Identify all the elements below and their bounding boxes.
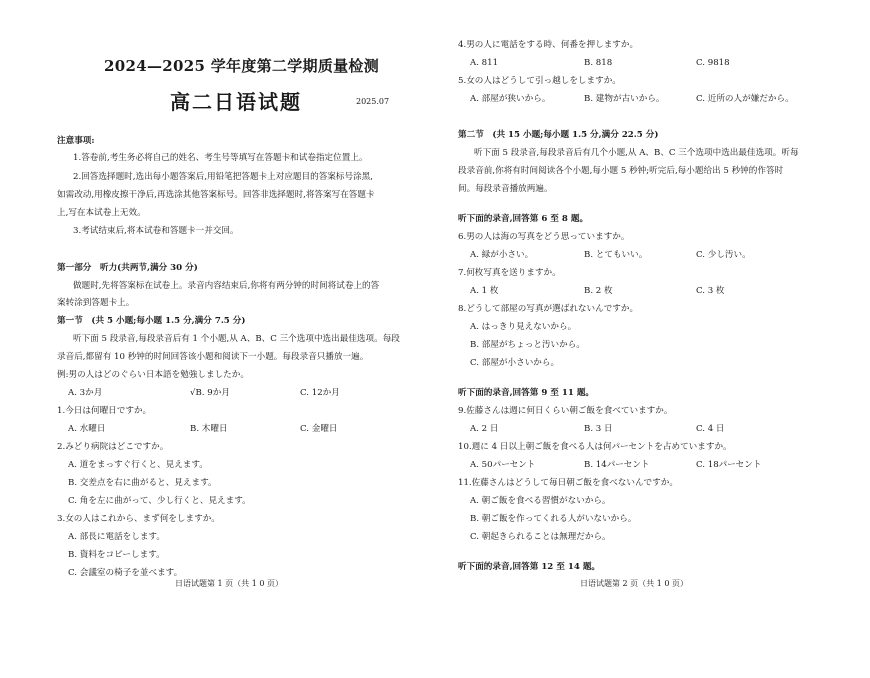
question-7: 7.何枚写真を送りますか。 [458, 268, 561, 278]
example-option: C. 12か月 [300, 388, 340, 398]
option: B. 木曜日 [190, 424, 228, 434]
question-4: 4.男の人に電話をする時、何番を押しますか。 [458, 40, 639, 50]
option: C. 近所の人が嫌だから。 [696, 94, 794, 104]
option: A. 2 日 [470, 424, 499, 434]
option: A. 水曜日 [68, 424, 106, 434]
notice-line: 上,写在本试卷上无效。 [57, 208, 146, 218]
option: C. 少し汚い。 [696, 250, 751, 260]
option: C. 18パーセント [696, 460, 762, 470]
option: C. 3 枚 [696, 286, 725, 296]
section2-desc: 听下面 5 段录音,每段录音后有几个小题,从 A、B、C 三个选项中选出最佳选项。听每 [474, 148, 799, 158]
option: C. 9818 [696, 58, 730, 68]
exam-page-1 [0, 0, 430, 678]
question-2: 2.みどり病院はどこですか。 [57, 442, 169, 452]
section2-desc: 间。每段录音播放两遍。 [458, 184, 553, 194]
option: B. 交差点を右に曲がると、見えます。 [68, 478, 217, 488]
option: C. 金曜日 [300, 424, 338, 434]
option: A. 緑が小さい。 [470, 250, 534, 260]
listening-group-heading: 听下面的录音,回答第 12 至 14 题。 [458, 562, 601, 572]
option: C. 部屋が小さいから。 [470, 358, 560, 368]
question-8: 8.どうして部屋の写真が選ばれないんですか。 [458, 304, 639, 314]
option: B. 資料をコピーします。 [68, 550, 165, 560]
listening-group-heading: 听下面的录音,回答第 6 至 8 题。 [458, 214, 589, 224]
notice-heading: 注意事项: [57, 136, 95, 146]
option: A. 1 枚 [470, 286, 499, 296]
exam-subject-title: 高二日语试题 [170, 90, 302, 114]
section1-desc: 录音后,都留有 10 秒钟的时间回答该小题和阅读下一小题。每段录音只播放一遍。 [57, 352, 369, 362]
notice-line: 1.答卷前,考生务必将自己的姓名、考生号等填写在答题卡和试卷指定位置上。 [73, 153, 368, 163]
example-option: A. 3か月 [68, 388, 103, 398]
option: B. 2 枚 [584, 286, 613, 296]
part1-desc: 案转涂到答题卡上。 [57, 298, 135, 308]
question-6: 6.男の人は海の写真をどう思っていますか。 [458, 232, 630, 242]
option: A. 50パーセント [470, 460, 536, 470]
option: B. 3 日 [584, 424, 613, 434]
question-11: 11.佐藤さんはどうして毎日朝ご飯を食べないんですか。 [458, 478, 678, 488]
example-question: 例:男の人はどのぐらい日本語を勉強しましたか。 [57, 370, 249, 380]
exam-title: 2024—2025 学年度第二学期质量检测 [104, 57, 380, 75]
page-footer: 日语试题第 2 页（共 1 0 页） [580, 579, 688, 588]
part1-heading: 第一部分 听力(共两节,满分 30 分) [57, 263, 198, 273]
notice-line: 3.考试结束后,将本试卷和答题卡一并交回。 [73, 226, 239, 236]
option: B. 部屋がちょっと汚いから。 [470, 340, 585, 350]
option: A. 部長に電話をします。 [68, 532, 165, 542]
option: B. 朝ご飯を作ってくれる人がいないから。 [470, 514, 637, 524]
option: B. とてもいい。 [584, 250, 648, 260]
question-9: 9.佐藤さんは週に何日くらい朝ご飯を食べていますか。 [458, 406, 673, 416]
option: A. 朝ご飯を食べる習慣がないから。 [470, 496, 611, 506]
notice-line: 如需改动,用橡皮擦干净后,再选涂其他答案标号。回答非选择题时,将答案写在答题卡 [57, 190, 375, 200]
exam-page-2 [440, 0, 870, 678]
part1-desc: 做题时,先将答案标在试卷上。录音内容结束后,你将有两分钟的时间将试卷上的答 [73, 281, 380, 291]
option: A. 部屋が狭いから。 [470, 94, 551, 104]
section2-heading: 第二节 (共 15 小题;每小题 1.5 分,满分 22.5 分) [458, 130, 659, 140]
question-10: 10.週に 4 日以上朝ご飯を食べる人は何パーセントを占めていますか。 [458, 442, 732, 452]
option: A. 道をまっすぐ行くと、見えます。 [68, 460, 208, 470]
option: A. 811 [470, 58, 499, 68]
option: C. 角を左に曲がって、少し行くと、見えます。 [68, 496, 251, 506]
option: C. 朝起きられることは無理だから。 [470, 532, 611, 542]
exam-date: 2025.07 [356, 97, 390, 106]
option: C. 4 日 [696, 424, 725, 434]
option: B. 14パーセント [584, 460, 650, 470]
notice-line: 2.回答选择题时,选出每小题答案后,用铅笔把答题卡上对应题目的答案标号涂黑, [73, 172, 373, 182]
question-3: 3.女の人はこれから、まず何をしますか。 [57, 514, 220, 524]
option: C. 会議室の椅子を並べます。 [68, 568, 183, 578]
option: B. 818 [584, 58, 613, 68]
question-1: 1.今日は何曜日ですか。 [57, 406, 152, 416]
listening-group-heading: 听下面的录音,回答第 9 至 11 题。 [458, 388, 595, 398]
option: B. 建物が古いから。 [584, 94, 665, 104]
section1-desc: 听下面 5 段录音,每段录音后有 1 个小题,从 A、B、C 三个选项中选出最佳选项。每段 [73, 334, 400, 344]
section1-heading: 第一节 (共 5 小题;每小题 1.5 分,满分 7.5 分) [57, 316, 246, 326]
question-5: 5.女の人はどうして引っ越しをしますか。 [458, 76, 621, 86]
example-option-checked: √B. 9か月 [190, 388, 230, 398]
section2-desc: 段录音前,你将有时间阅读各个小题,每小题 5 秒钟;听完后,每小题给出 5 秒钟的作答时 [458, 166, 784, 176]
option: A. はっきり見えないから。 [470, 322, 577, 332]
page-footer: 日语试题第 1 页（共 1 0 页） [175, 579, 283, 588]
